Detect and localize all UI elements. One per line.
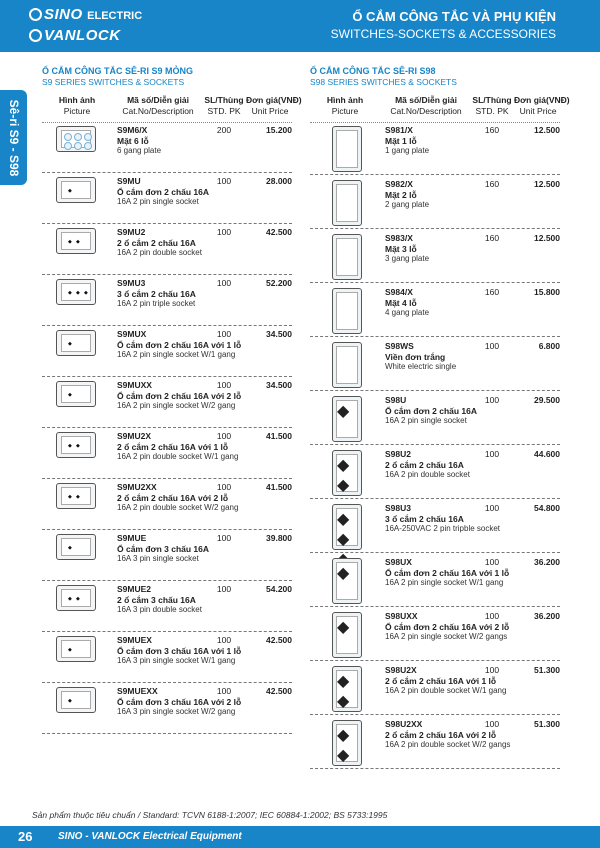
product-code: S9MU2X	[117, 431, 152, 441]
product-qty: 100	[484, 449, 500, 459]
product-qty: 100	[216, 635, 232, 645]
column-header: Hình ảnh Picture Mã số/Diễn giải Cat.No/Description SL/Thùng STD. PK Đơn giá(VNĐ) Unit Price	[310, 93, 560, 123]
product-row	[310, 609, 560, 661]
product-image: ◆	[56, 534, 96, 560]
product-desc-vn: 3 ổ cắm 2 chấu 16A	[117, 289, 196, 299]
product-desc-en: 16A 3 pin double socket	[117, 605, 202, 614]
product-image: ◆	[332, 612, 362, 658]
product-qty: 100	[216, 686, 232, 696]
product-image	[56, 126, 96, 152]
product-qty: 100	[216, 431, 232, 441]
product-desc-en: 3 gang plate	[385, 254, 430, 263]
product-image: ◆ ◆	[56, 432, 96, 458]
product-code: S98U3	[385, 503, 411, 513]
product-code: S983/X	[385, 233, 413, 243]
product-code: S982/X	[385, 179, 413, 189]
product-image: ◆ ◆	[332, 450, 362, 496]
product-row	[42, 378, 292, 428]
product-price: 12.500	[534, 233, 560, 243]
product-row	[310, 123, 560, 175]
product-price: 36.200	[534, 557, 560, 567]
product-image: ◆ ◆	[332, 504, 362, 550]
product-row	[310, 555, 560, 607]
product-image: ◆	[332, 558, 362, 604]
product-price: 34.500	[266, 380, 292, 390]
product-image: ◆ ◆	[56, 483, 96, 509]
product-price: 12.500	[534, 125, 560, 135]
product-image: ◆ ◆	[56, 228, 96, 254]
product-code: S98U2X	[385, 665, 417, 675]
product-price: 34.500	[266, 329, 292, 339]
product-desc-en: 16A 2 pin double socket W/1 gang	[385, 686, 507, 695]
product-code: S9MUE	[117, 533, 147, 543]
product-row	[42, 327, 292, 377]
product-code: S98U2XX	[385, 719, 423, 729]
product-price: 51.300	[534, 719, 560, 729]
product-qty: 100	[216, 533, 232, 543]
product-price: 6.800	[538, 341, 560, 351]
product-price: 44.600	[534, 449, 560, 459]
product-row	[310, 717, 560, 769]
product-image: ◆	[56, 177, 96, 203]
product-price: 29.500	[534, 395, 560, 405]
product-code: S9MUEXX	[117, 686, 158, 696]
product-code: S98U2	[385, 449, 411, 459]
product-row	[42, 225, 292, 275]
product-desc-en: 4 gang plate	[385, 308, 430, 317]
product-price: 42.500	[266, 635, 292, 645]
product-desc-vn: Viền đơn trắng	[385, 352, 446, 362]
section-title: Ổ CẮM CÔNG TẮC SÊ-RI S98	[310, 66, 436, 76]
product-price: 51.300	[534, 665, 560, 675]
product-desc-en: 16A 2 pin single socket W/2 gang	[117, 401, 236, 410]
product-qty: 100	[216, 380, 232, 390]
product-price: 41.500	[266, 482, 292, 492]
sino-logo-icon	[29, 8, 42, 21]
product-desc-en: 16A 2 pin double socket W/1 gang	[117, 452, 239, 461]
product-desc-vn: 2 ổ cắm 2 chấu 16A với 2 lỗ	[385, 730, 497, 740]
product-code: S98UX	[385, 557, 412, 567]
product-desc-vn: 2 ổ cắm 2 chấu 16A với 1 lỗ	[117, 442, 229, 452]
column-header: Hình ảnh Picture Mã số/Diễn giải Cat.No/Description SL/Thùng STD. PK Đơn giá(VNĐ) Unit Price	[42, 93, 292, 123]
product-qty: 100	[216, 278, 232, 288]
product-desc-vn: 2 ổ cắm 2 chấu 16A với 1 lỗ	[385, 676, 497, 686]
product-qty: 100	[484, 341, 500, 351]
product-image: ◆	[56, 636, 96, 662]
product-qty: 100	[216, 329, 232, 339]
s98-section	[310, 66, 570, 764]
product-desc-vn: Ổ cắm đơn 2 chấu 16A với 2 lỗ	[117, 391, 242, 401]
product-price: 42.500	[266, 686, 292, 696]
product-row	[310, 393, 560, 445]
product-code: S9MU2XX	[117, 482, 157, 492]
product-image	[332, 342, 362, 388]
product-row	[42, 582, 292, 632]
product-desc-vn: 3 ổ cắm 2 chấu 16A	[385, 514, 464, 524]
product-code: S98UXX	[385, 611, 418, 621]
product-qty: 100	[216, 227, 232, 237]
product-row	[310, 501, 560, 553]
page-header	[0, 0, 600, 52]
vanlock-logo-icon	[29, 29, 42, 42]
product-qty: 160	[484, 233, 500, 243]
product-price: 12.500	[534, 179, 560, 189]
product-desc-en: 1 gang plate	[385, 146, 430, 155]
product-qty: 200	[216, 125, 232, 135]
product-image: ◆	[56, 330, 96, 356]
product-row	[42, 276, 292, 326]
header-subtitle: SWITCHES-SOCKETS & ACCESSORIES	[330, 27, 556, 41]
product-desc-en: 6 gang plate	[117, 146, 162, 155]
product-price: 36.200	[534, 611, 560, 621]
page-number: 26	[18, 829, 33, 844]
product-qty: 100	[484, 557, 500, 567]
footer-text: SINO - VANLOCK Electrical Equipment	[58, 831, 242, 842]
product-price: 54.200	[266, 584, 292, 594]
product-row	[310, 231, 560, 283]
product-price: 54.800	[534, 503, 560, 513]
product-price: 42.500	[266, 227, 292, 237]
product-desc-en: 16A 2 pin single socket	[385, 416, 467, 425]
product-desc-vn: Mặt 3 lỗ	[385, 244, 417, 254]
s9-section	[42, 66, 302, 716]
product-qty: 160	[484, 125, 500, 135]
product-desc-en: 16A 2 pin double socket W/2 gang	[117, 503, 239, 512]
product-row	[42, 429, 292, 479]
product-desc-vn: 2 ổ cắm 2 chấu 16A với 2 lỗ	[117, 493, 229, 503]
product-code: S9MU	[117, 176, 141, 186]
product-image	[332, 288, 362, 334]
product-row	[42, 480, 292, 530]
header-title: Ổ CẮM CÔNG TẮC VÀ PHỤ KIỆN	[352, 9, 556, 24]
product-row	[42, 123, 292, 173]
section-subtitle: S9 SERIES SWITCHES & SOCKETS	[42, 77, 185, 87]
product-desc-vn: Ổ cắm đơn 2 chấu 16A	[385, 406, 478, 416]
product-desc-vn: Ổ cắm đơn 3 chấu 16A với 2 lỗ	[117, 697, 242, 707]
product-price: 39.800	[266, 533, 292, 543]
product-image: ◆ ◆ ◆	[56, 279, 96, 305]
product-desc-vn: Ổ cắm đơn 2 chấu 16A với 1 lỗ	[385, 568, 510, 578]
product-code: S984/X	[385, 287, 413, 297]
product-desc-en: 16A 2 pin single socket W/1 gang	[385, 578, 504, 587]
product-qty: 100	[216, 176, 232, 186]
product-code: S9MU2	[117, 227, 146, 237]
product-qty: 100	[484, 719, 500, 729]
page-footer	[0, 826, 600, 848]
product-image: ◆	[56, 687, 96, 713]
product-desc-vn: Mặt 6 lỗ	[117, 136, 149, 146]
product-qty: 100	[484, 395, 500, 405]
product-code: S9M6/X	[117, 125, 148, 135]
product-desc-vn: Mặt 4 lỗ	[385, 298, 417, 308]
product-image	[332, 180, 362, 226]
product-code: S9MUE2	[117, 584, 152, 594]
product-desc-en: 16A 2 pin single socket	[117, 197, 199, 206]
product-desc-vn: Ổ cắm đơn 2 chấu 16A với 2 lỗ	[385, 622, 510, 632]
sino-logo: SINO ELECTRIC	[44, 6, 143, 23]
product-row	[310, 339, 560, 391]
product-price: 15.200	[266, 125, 292, 135]
product-row	[42, 684, 292, 734]
product-price: 15.800	[534, 287, 560, 297]
product-code: S9MU3	[117, 278, 146, 288]
product-qty: 160	[484, 287, 500, 297]
product-image: ◆ ◆	[332, 720, 362, 766]
product-code: S9MUX	[117, 329, 147, 339]
product-desc-vn: Ổ cắm đơn 2 chấu 16A với 1 lỗ	[117, 340, 242, 350]
product-row	[42, 531, 292, 581]
product-row	[42, 174, 292, 224]
product-image: ◆ ◆	[56, 585, 96, 611]
product-desc-en: 16A 2 pin double socket	[117, 248, 202, 257]
product-desc-en: 16A 2 pin single socket W/1 gang	[117, 350, 236, 359]
product-desc-en: 16A 2 pin double socket W/2 gangs	[385, 740, 511, 749]
product-desc-vn: 2 ổ cắm 2 chấu 16A	[117, 238, 196, 248]
product-code: S981/X	[385, 125, 413, 135]
product-desc-en: 16A 3 pin single socket W/2 gang	[117, 707, 236, 716]
product-desc-vn: Mặt 1 lỗ	[385, 136, 417, 146]
product-code: S98U	[385, 395, 407, 405]
product-row	[42, 633, 292, 683]
product-image: ◆ ◆	[332, 666, 362, 712]
product-qty: 100	[216, 482, 232, 492]
product-desc-vn: 2 ổ cắm 2 chấu 16A	[385, 460, 464, 470]
product-image	[332, 234, 362, 280]
product-desc-vn: Ổ cắm đơn 3 chấu 16A	[117, 544, 210, 554]
product-desc-en: 16A-250VAC 2 pin tripble socket	[385, 524, 501, 533]
product-desc-en: 16A 3 pin single socket	[117, 554, 199, 563]
vanlock-logo: VANLOCK	[44, 27, 121, 44]
product-image	[332, 126, 362, 172]
product-desc-vn: Ổ cắm đơn 3 chấu 16A với 1 lỗ	[117, 646, 242, 656]
product-image: ◆	[332, 396, 362, 442]
product-image: ◆	[56, 381, 96, 407]
product-row	[310, 285, 560, 337]
product-desc-vn: Mặt 2 lỗ	[385, 190, 417, 200]
product-qty: 100	[484, 611, 500, 621]
product-code: S98WS	[385, 341, 414, 351]
product-desc-en: 16A 2 pin single socket W/2 gangs	[385, 632, 508, 641]
product-price: 28.000	[266, 176, 292, 186]
product-desc-vn: Ổ cắm đơn 2 chấu 16A	[117, 187, 210, 197]
section-subtitle: S98 SERIES SWITCHES & SOCKETS	[310, 77, 457, 87]
product-desc-en: White electric single	[385, 362, 457, 371]
product-row	[310, 447, 560, 499]
product-code: S9MUXX	[117, 380, 152, 390]
series-side-tab: Sê-ri S9 - S98	[0, 90, 27, 185]
product-desc-en: 16A 3 pin single socket W/1 gang	[117, 656, 236, 665]
product-qty: 100	[484, 503, 500, 513]
product-price: 41.500	[266, 431, 292, 441]
product-qty: 100	[484, 665, 500, 675]
product-row	[310, 663, 560, 715]
product-code: S9MUEX	[117, 635, 152, 645]
product-desc-en: 16A 2 pin double socket	[385, 470, 470, 479]
product-qty: 160	[484, 179, 500, 189]
product-price: 52.200	[266, 278, 292, 288]
standard-note: Sản phẩm thuộc tiêu chuẩn / Standard: TCVN 6188-1:2007; IEC 60884-1:2002; BS 5733:1995	[32, 810, 388, 820]
product-qty: 100	[216, 584, 232, 594]
section-title: Ổ CẮM CÔNG TẮC SÊ-RI S9 MỎNG	[42, 66, 194, 76]
product-desc-vn: 2 ổ cắm 3 chấu 16A	[117, 595, 196, 605]
product-desc-en: 16A 2 pin triple socket	[117, 299, 196, 308]
product-desc-en: 2 gang plate	[385, 200, 430, 209]
product-row	[310, 177, 560, 229]
